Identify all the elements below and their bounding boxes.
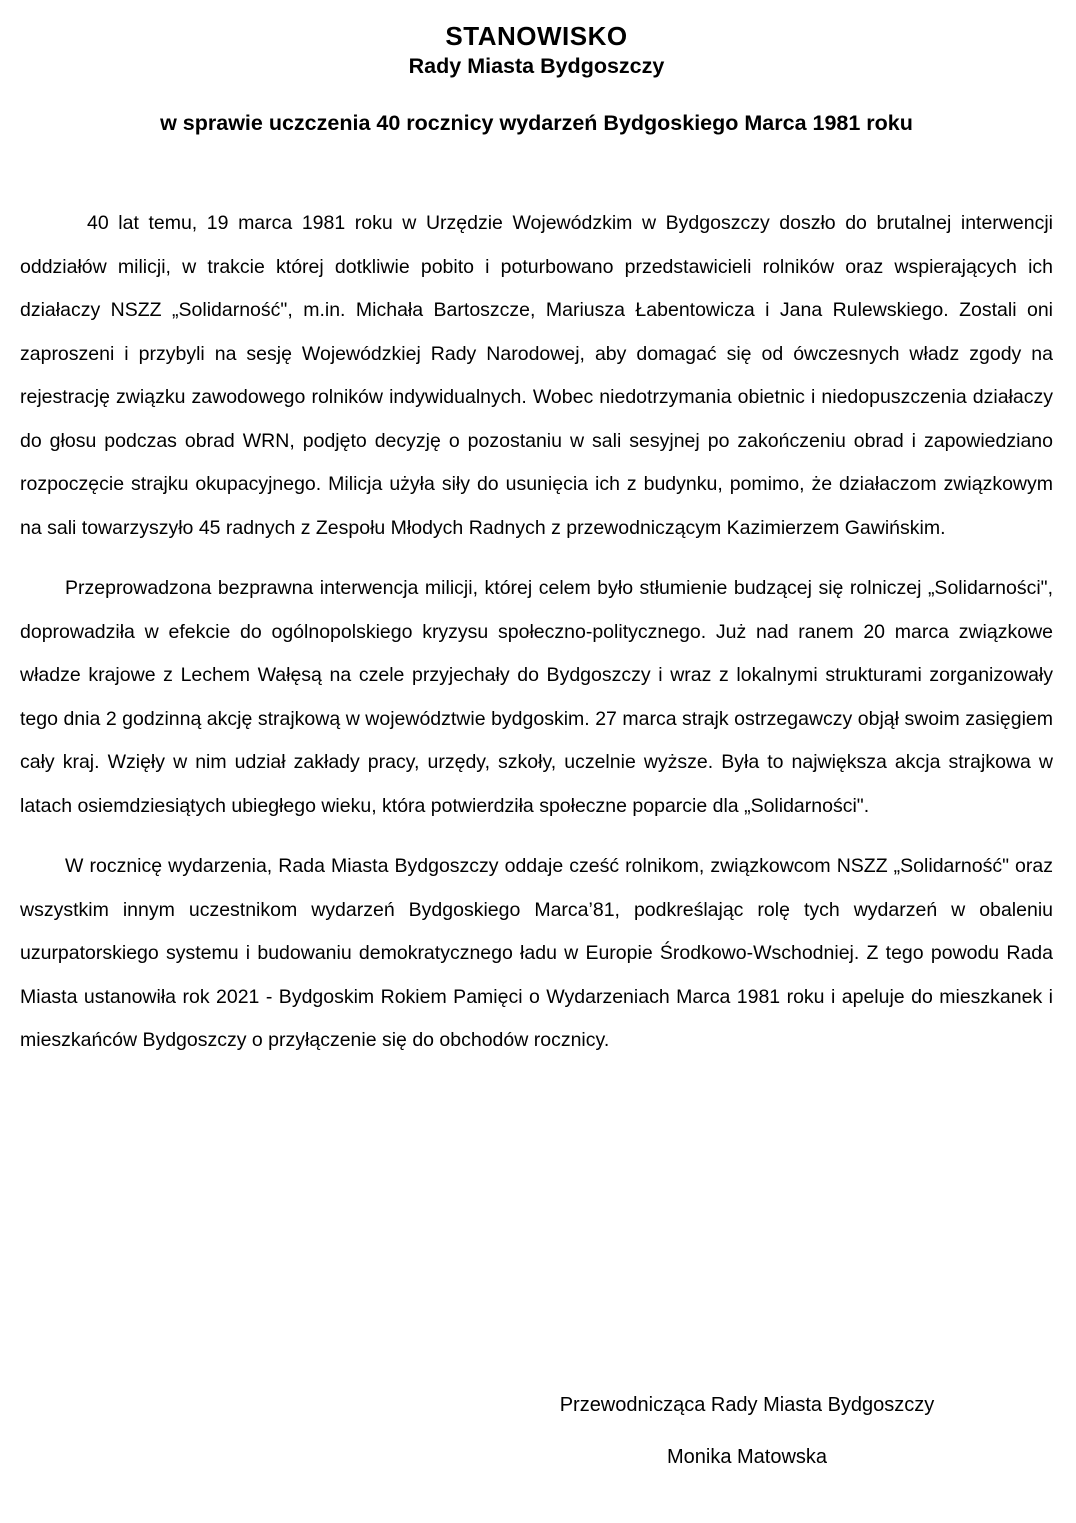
document-subject-line: w sprawie uczczenia 40 rocznicy wydarzeń Bydgoskiego Marca 1981 roku — [160, 111, 913, 135]
paragraph-strike-crisis: Przeprowadzona bezprawna interwencja milicji, której celem było stłumienie budzącej się rolniczej „Solidarności", doprowadziła w efekcie do ogólnopolskiego kryzysu społeczno-politycznego. Już nad ranem 20 marca związkowe władze krajowe z Lechem Wałęsą na czele przyjechały do Bydgoszczy i wraz z lokalnymi strukturami zorganizowały tego dnia 2 godzinną akcję strajkową w województwie bydgoskim. 27 marca strajk ostrzegawczy objął swoim zasięgiem cały kraj. Wzięły w nim udział zakłady pracy, urzędy, szkoły, uczelnie wyższe. Była to największa akcja strajkowa w latach osiemdziesiątych ubiegłego wieku, która potwierdziła społeczne poparcie dla „Solidarności". — [20, 577, 1053, 817]
paragraph-anniversary-resolution: W rocznicę wydarzenia, Rada Miasta Bydgoszczy oddaje cześć rolnikom, związkowcom NSZZ „Solidarność" oraz wszystkim innym uczestnikom wydarzeń Bydgoskiego Marca’81, podkreślając rolę tych wydarzeń w obaleniu uzurpatorskiego systemu i budowaniu demokratycznego ładu w Europie Środkowo-Wschodniej. Z tego powodu Rada Miasta ustanowiła rok 2021 - Bydgoskim Rokiem Pamięci o Wydarzeniach Marca 1981 roku i apeluje do mieszkanek i mieszkańców Bydgoszczy o przyłączenie się do obchodów rocznicy. — [20, 855, 1053, 1051]
document-body — [20, 202, 1053, 1080]
signature-name: Monika Matowska — [666, 1446, 828, 1468]
document-title: STANOWISKO — [445, 21, 628, 51]
signature-role: Przewodnicząca Rady Miasta Bydgoszczy — [559, 1394, 935, 1416]
document-organization: Rady Miasta Bydgoszczy — [408, 54, 665, 78]
document-header — [20, 21, 1053, 81]
paragraph-intervention-history: 40 lat temu, 19 marca 1981 roku w Urzędzie Wojewódzkim w Bydgoszczy doszło do brutalnej interwencji oddziałów milicji, w trakcie której dotkliwie pobito i poturbowano przedstawicieli rolników oraz wspierających ich działaczy NSZZ „Solidarność", m.in. Michała Bartoszcze, Mariusza Łabentowicza i Jana Rulewskiego. Zostali oni zaproszeni i przybyli na sesję Wojewódzkiej Rady Narodowej, aby domagać się od ówczesnych władz zgody na rejestrację związku zawodowego rolników indywidualnych. Wobec niedotrzymania obietnic i niedopuszczenia działaczy do głosu podczas obrad WRN, podjęto decyzję o pozostaniu w sali sesyjnej po zakończeniu obrad i zapowiedziano rozpoczęcie strajku okupacyjnego. Milicja użyła siły do usunięcia ich z budynku, pomimo, że działaczom związkowym na sali towarzyszyło 45 radnych z Zespołu Młodych Radnych z przewodniczącym Kazimierzem Gawińskim. — [20, 212, 1053, 539]
signature-block — [512, 1379, 982, 1483]
